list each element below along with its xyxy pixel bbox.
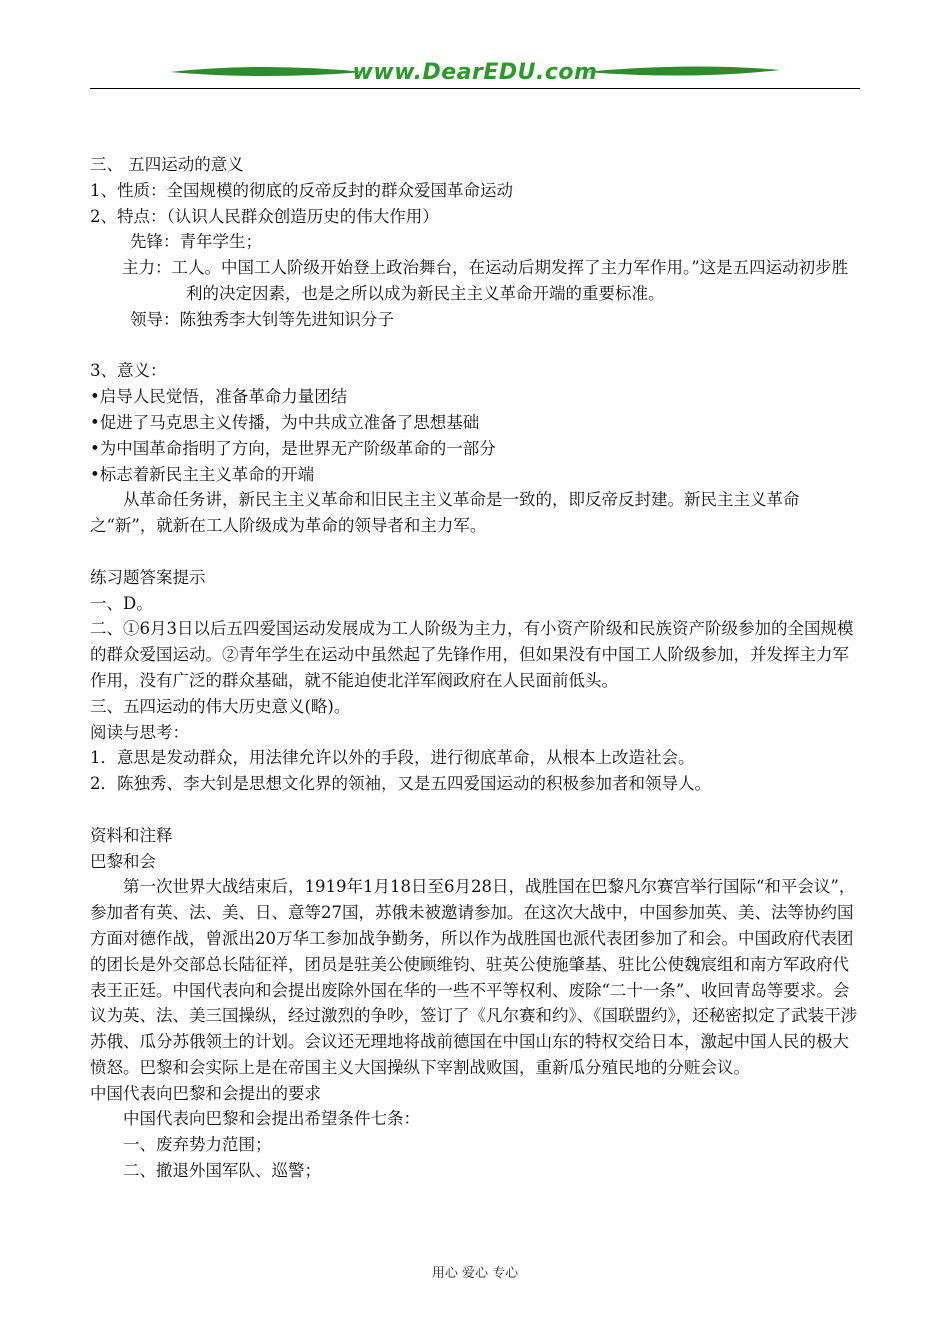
reading-answer-1: 1．意思是发动群众，用法律允许以外的手段，进行彻底革命，从根本上改造社会。 xyxy=(90,748,695,768)
main-force-line: 主力：工人。中国工人阶级开始登上政治舞台，在运动后期发挥了主力军作用。”这是五四运动初步胜利的决定因素，也是之所以成为新民主主义革命开端的重要标准。 xyxy=(122,258,849,303)
nature-line: 1、性质：全国规模的彻底的反帝反封的群众爱国革命运动 xyxy=(90,180,513,200)
exercise-title: 练习题答案提示 xyxy=(90,567,206,587)
reading-answer-2: 2．陈独秀、李大钊是思想文化界的领袖，又是五四爱国运动的积极参加者和领导人。 xyxy=(90,774,711,794)
summary-paragraph: 从革命任务讲，新民主主义革命和旧民主主义革命是一致的，即反帝反封建。新民主主义革命之“新”，就新在工人阶级成为革命的领导者和主力军。 xyxy=(90,490,800,536)
materials-subtitle: 巴黎和会 xyxy=(90,851,156,871)
bullet-item: •标志着新民主主义革命的开端 xyxy=(90,464,315,484)
demand-item: 一、废弃势力范围； xyxy=(123,1135,272,1155)
exercise-answer-1: 一、D。 xyxy=(90,593,153,613)
bullet-item: •促进了马克思主义传播，为中共成立准备了思想基础 xyxy=(90,412,480,432)
section-title: 三、 五四运动的意义 xyxy=(90,155,244,174)
significance-title: 3、意义： xyxy=(90,361,167,381)
exercise-answer-2: 二、①6月3日以后五四爱国运动发展成为工人阶级为主力，有小资产阶级和民族资产阶级参加的全国规模的群众爱国运动。②青年学生在运动中虽然起了先锋作用，但如果没有中国工人阶级参加，并发挥主力军作用，没有广泛的群众基础，就不能迫使北洋军阀政府在人民面前低头。 xyxy=(90,619,854,690)
paris-conference-paragraph: 第一次世界大战结束后，1919年1月18日至6月28日，战胜国在巴黎凡尔赛宫举行国际“和平会议”，参加者有英、法、美、日、意等27国，苏俄未被邀请参加。在这次大战中，中国参加英、美、法等协约国方面对德作战，曾派出20万华工参加战争勤务，所以作为战胜国也派代表团参加了和会。中国政府代表团的团长是外交部总长陆征祥，团员是驻美公使顾维钧、驻英公使施肇基、驻比公使魏宸组和南方军政府代表王正廷。中国代表向和会提出废除外国在华的一些不平等权利、废除“二十一条”、收回青岛等要求。会议为英、法、美三国操纵，经过激烈的争吵，签订了《凡尔赛和约》、《国联盟约》，还秘密拟定了武装干涉苏俄、瓜分苏俄领土的计划。会议还无理地将战前德国在中国山东的特权交给日本，激起中国人民的极大愤怒。巴黎和会实际上是在帝国主义大国操纵下宰割战败国，重新瓜分殖民地的分赃会议。 xyxy=(90,877,858,1077)
demands-intro: 中国代表向巴黎和会提出希望条件七条： xyxy=(123,1109,420,1129)
vanguard-line: 先锋：青年学生； xyxy=(130,232,262,252)
site-logo[interactable]: www.DearEDU.com xyxy=(352,60,598,85)
demand-item: 二、撤退外国军队、巡警； xyxy=(123,1161,321,1181)
materials-title: 资料和注释 xyxy=(90,825,173,845)
page-footer: 用心 爱心 专心 xyxy=(431,1266,519,1281)
exercise-answer-3: 三、五四运动的伟大历史意义(略)。 xyxy=(90,696,351,716)
reading-title: 阅读与思考： xyxy=(90,722,189,742)
features-line: 2、特点：（认识人民群众创造历史的伟大作用） xyxy=(90,206,439,226)
site-header xyxy=(90,58,860,90)
leaders-line: 领导：陈独秀李大钊等先进知识分子 xyxy=(130,309,394,329)
demands-title: 中国代表向巴黎和会提出的要求 xyxy=(90,1083,321,1103)
bullet-item: •启导人民觉悟，准备革命力量团结 xyxy=(90,387,348,407)
header-divider xyxy=(90,88,860,89)
document-body xyxy=(90,152,862,1184)
bullet-item: •为中国革命指明了方向，是世界无产阶级革命的一部分 xyxy=(90,438,496,458)
